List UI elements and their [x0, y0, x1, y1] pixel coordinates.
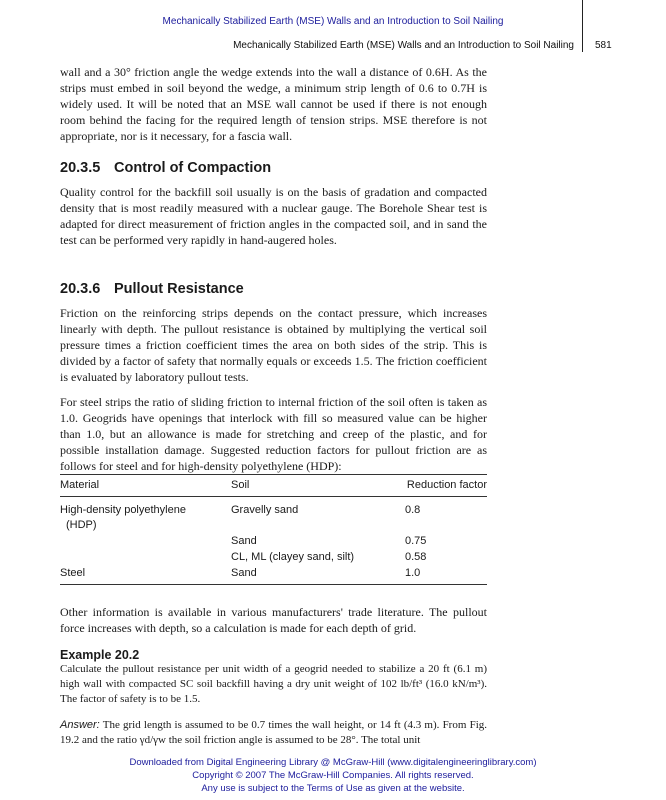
table-cell-soil: Gravelly sand: [231, 504, 299, 516]
after-table-paragraph: Other information is available in various manufacturers' trade literature. The pullout force increases with depth, so a calculation is made for each depth of grid.: [60, 605, 487, 635]
section-heading-compaction: [60, 160, 271, 176]
header-divider: [582, 0, 583, 52]
answer-text: The grid length is assumed to be 0.7 times the wall height, or 14 ft (4.3 m). From Fig. 19.2 and the ratio γd/γw the soil friction angle is assumed to be 28°. The total unit: [60, 719, 488, 746]
table-cell-factor: 0.8: [405, 504, 421, 516]
table-cell-material-cont: (HDP): [66, 519, 97, 531]
section-title: Control of Compaction: [114, 160, 272, 176]
footer-download-line: Downloaded from Digital Engineering Library @ McGraw-Hill (www.digitalengineeringlibrary.com): [129, 757, 537, 768]
pullout-paragraph-2: For steel strips the ratio of sliding friction to internal friction of the soil often is taken as 1.0. Geogrids have openings that interlock with fill so measured value can be higher than 1.0, but an allowance is made for stretching and creep of the plastic, and for possible installation damage. Suggested reduction factors for pullout friction are as follows for steel and for high-density polyethylene (HDP):: [60, 395, 487, 473]
answer-label: Answer:: [60, 719, 100, 731]
table-top-rule: [60, 474, 487, 475]
section-number: 20.3.6: [60, 281, 101, 297]
page-number: 581: [595, 40, 612, 51]
reduction-factor-table: [60, 474, 487, 586]
table-cell-soil: Sand: [231, 535, 257, 547]
table-header-soil: Soil: [231, 479, 250, 491]
example-answer: [60, 718, 487, 748]
table-cell-material: Steel: [60, 567, 86, 579]
intro-paragraph: wall and a 30° friction angle the wedge extends into the wall a distance of 0.6H. As the strips must embed in soil beyond the wedge, a minimum strip length of 0.6 to 0.7H is widely used. It will be noted that an MSE wall cannot be used if there is not enough room behind the facing for the required length of tension strips. MSE therefore is not appropriate, nor is it necessary, for a fascia wall.: [60, 65, 487, 143]
table-header-factor: Reduction factor: [406, 479, 487, 491]
footer-copyright-line: Copyright © 2007 The McGraw-Hill Companies. All rights reserved.: [192, 770, 474, 781]
table-header-material: Material: [60, 479, 100, 491]
footer-terms-line: Any use is subject to the Terms of Use as given at the website.: [201, 783, 465, 794]
table-cell-factor: 0.58: [405, 551, 427, 563]
section-number: 20.3.5: [60, 160, 101, 176]
table-cell-soil: Sand: [231, 567, 257, 579]
table-cell-factor: 0.75: [405, 535, 427, 547]
example-title: Example 20.2: [60, 648, 140, 662]
table-bottom-rule: [60, 584, 487, 585]
section-heading-pullout: [60, 281, 244, 297]
table-cell-soil: CL, ML (clayey sand, silt): [231, 551, 355, 563]
running-head: Mechanically Stabilized Earth (MSE) Walls and an Introduction to Soil Nailing: [233, 40, 574, 51]
section-title: Pullout Resistance: [114, 281, 244, 297]
top-note: Mechanically Stabilized Earth (MSE) Walls and an Introduction to Soil Nailing: [162, 16, 504, 27]
example-problem: Calculate the pullout resistance per unit width of a geogrid needed to stabilize a 20 ft (6.1 m) high wall with compacted SC soil backfill having a dry unit weight of 102 lb/ft³ (16.0 kN/m³). The factor of safety is to be 1.5.: [60, 663, 487, 705]
table-cell-material: High-density polyethylene: [60, 504, 186, 516]
table-cell-factor: 1.0: [405, 567, 421, 579]
pullout-paragraph-1: Friction on the reinforcing strips depends on the contact pressure, which increases linearly with depth. The pullout resistance is obtained by multiplying the vertical soil pressure times a friction coefficient times the area on both sides of the strip. This is divided by a factor of safety that normally equals or exceeds 1.5. The friction coefficient is evaluated by laboratory pullout tests.: [60, 306, 487, 384]
compaction-paragraph: Quality control for the backfill soil usually is on the basis of gradation and compacted density that is most readily measured with a nuclear gauge. The Borehole Shear test is adapted for direct measurement of friction angles in the compacted soil, and in sand the test can be performed very rapidly in hand-augered holes.: [60, 185, 487, 247]
table-header-rule: [60, 496, 487, 497]
